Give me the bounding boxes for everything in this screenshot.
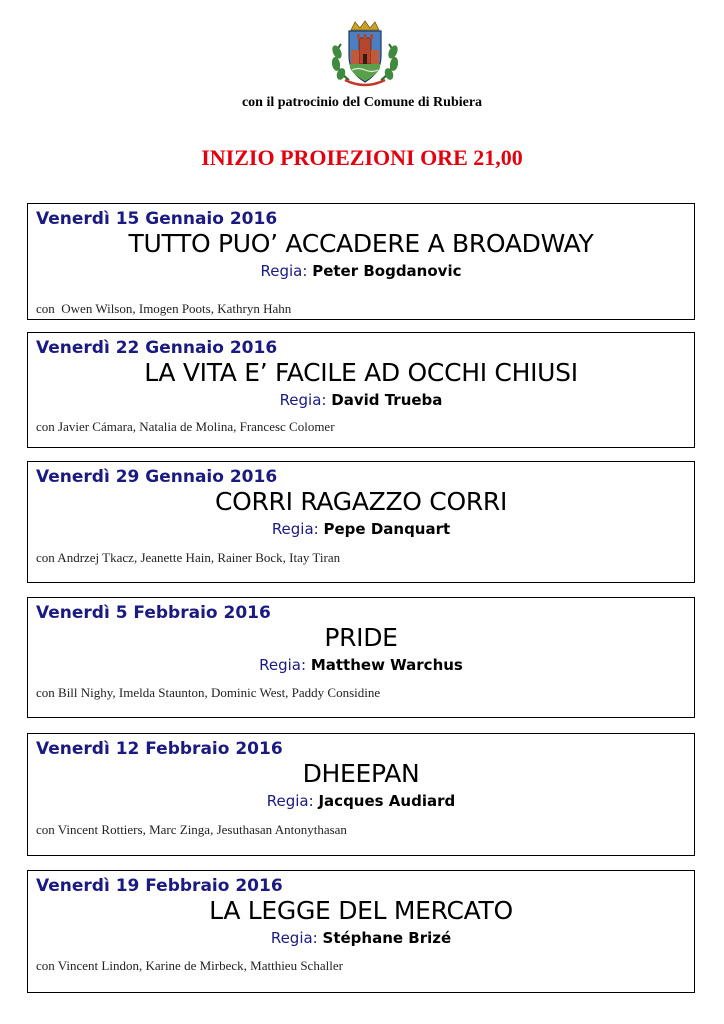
director-prefix: Regia: [270, 929, 318, 947]
patronage-line: con il patrocinio del Comune di Rubiera [241, 95, 483, 110]
film-card [27, 332, 695, 448]
film-date: Venerdì 5 Febbraio 2016 [36, 603, 271, 623]
screening-start-time: INIZIO PROIEZIONI ORE 21,00 [201, 145, 523, 170]
film-director: Peter Bogdanovic [312, 262, 462, 280]
film-director: Stéphane Brizé [322, 929, 452, 947]
film-director-line [28, 261, 694, 281]
film-cast: con Andrzej Tkacz, Jeanette Hain, Rainer Bock, Itay Tiran [36, 550, 341, 565]
film-director-line [28, 928, 694, 948]
film-director: Jacques Audiard [318, 792, 456, 810]
film-card [27, 203, 695, 320]
film-cast: con Vincent Rottiers, Marc Zinga, Jesuthasan Antonythasan [36, 822, 347, 837]
film-card [27, 870, 695, 993]
director-prefix: Regia: [271, 520, 319, 538]
film-date: Venerdì 12 Febbraio 2016 [36, 739, 283, 759]
film-title: PRIDE [324, 623, 398, 652]
director-prefix: Regia: [260, 262, 308, 280]
film-director: Pepe Danquart [323, 520, 451, 538]
film-director: Matthew Warchus [310, 656, 463, 674]
film-director-line [28, 655, 694, 675]
film-date: Venerdì 22 Gennaio 2016 [36, 338, 278, 358]
film-cast: con Vincent Lindon, Karine de Mirbeck, Matthieu Schaller [36, 958, 343, 973]
director-prefix: Regia: [266, 792, 314, 810]
film-date: Venerdì 19 Febbraio 2016 [36, 876, 283, 896]
director-prefix: Regia: [259, 656, 307, 674]
film-date: Venerdì 15 Gennaio 2016 [36, 209, 278, 229]
film-title: DHEEPAN [302, 759, 420, 788]
film-director-line [28, 791, 694, 811]
film-date: Venerdì 29 Gennaio 2016 [36, 467, 278, 487]
film-card [27, 733, 695, 856]
film-title: LA LEGGE DEL MERCATO [209, 896, 513, 925]
film-director-line [28, 519, 694, 539]
director-prefix: Regia: [279, 391, 327, 409]
film-cast: con Bill Nighy, Imelda Staunton, Dominic West, Paddy Considine [36, 685, 381, 700]
film-cast: con Owen Wilson, Imogen Poots, Kathryn Hahn [36, 301, 292, 316]
film-cast: con Javier Cámara, Natalia de Molina, Francesc Colomer [36, 419, 335, 434]
film-title: LA VITA E’ FACILE AD OCCHI CHIUSI [144, 358, 578, 387]
film-director-line [28, 390, 694, 410]
film-card [27, 597, 695, 718]
film-card [27, 461, 695, 583]
film-title: CORRI RAGAZZO CORRI [214, 487, 508, 516]
film-director: David Trueba [331, 391, 443, 409]
film-title: TUTTO PUO’ ACCADERE A BROADWAY [128, 229, 594, 258]
coat-of-arms-icon [327, 20, 403, 88]
